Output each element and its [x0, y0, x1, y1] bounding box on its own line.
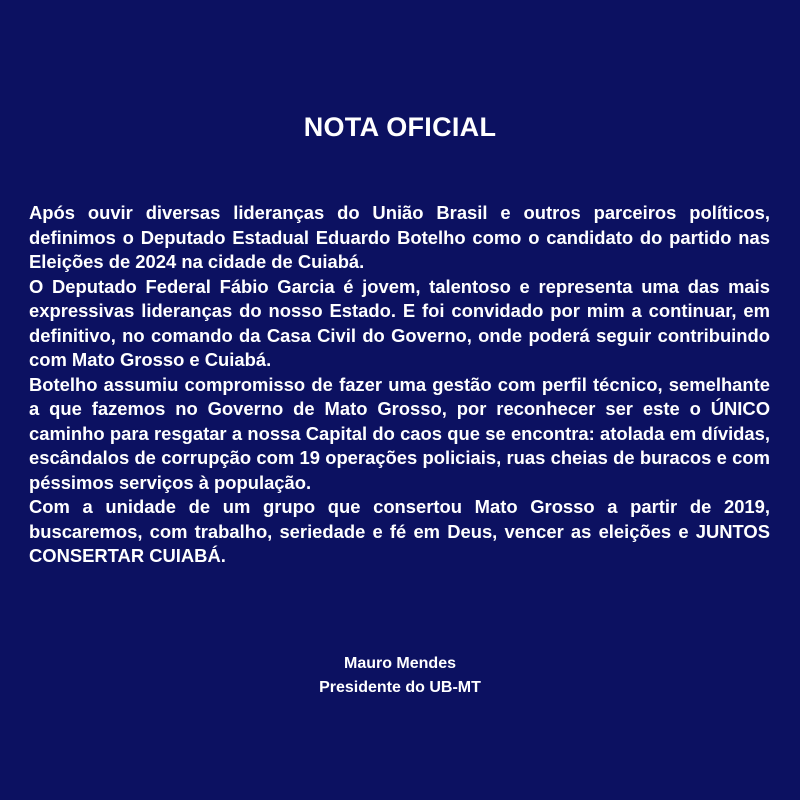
signature-role: Presidente do UB-MT: [319, 679, 481, 696]
signature-name: Mauro Mendes: [343, 655, 456, 672]
paragraph-closing: Com a unidade de um grupo que consertou Mato Grosso a partir de 2019, buscaremos, com trabalho, seriedade e fé em Deus, vencer as eleições e JUNTOS CONSERTAR CUIABÁ.: [29, 496, 770, 566]
signature-block: [0, 652, 800, 700]
page-title: NOTA OFICIAL: [303, 112, 497, 142]
paragraph-candidate-announcement: Após ouvir diversas lideranças do União Brasil e outros parceiros políticos, definimos o Deputado Estadual Eduardo Botelho como o candidato do partido nas Eleições de 2024 na cidade de Cuiabá.: [29, 202, 770, 272]
note-body: [29, 201, 770, 569]
paragraph-fabio-garcia: O Deputado Federal Fábio Garcia é jovem, talentoso e representa uma das mais expressivas lideranças do nosso Estado. E foi convidado por mim a continuar, em definitivo, no comando da Casa Civil do Governo, onde poderá seguir contribuindo com Mato Grosso e Cuiabá.: [29, 275, 770, 370]
paragraph-botelho-commitment: Botelho assumiu compromisso de fazer uma gestão com perfil técnico, semelhante a que fazemos no Governo de Mato Grosso, por reconhecer ser este o ÚNICO caminho para resgatar a nossa Capital do caos que se encontra: atolada em dívidas, escândalos de corrupção com 19 operações policiais, ruas cheias de buracos e com péssimos serviços à população.: [29, 373, 770, 493]
